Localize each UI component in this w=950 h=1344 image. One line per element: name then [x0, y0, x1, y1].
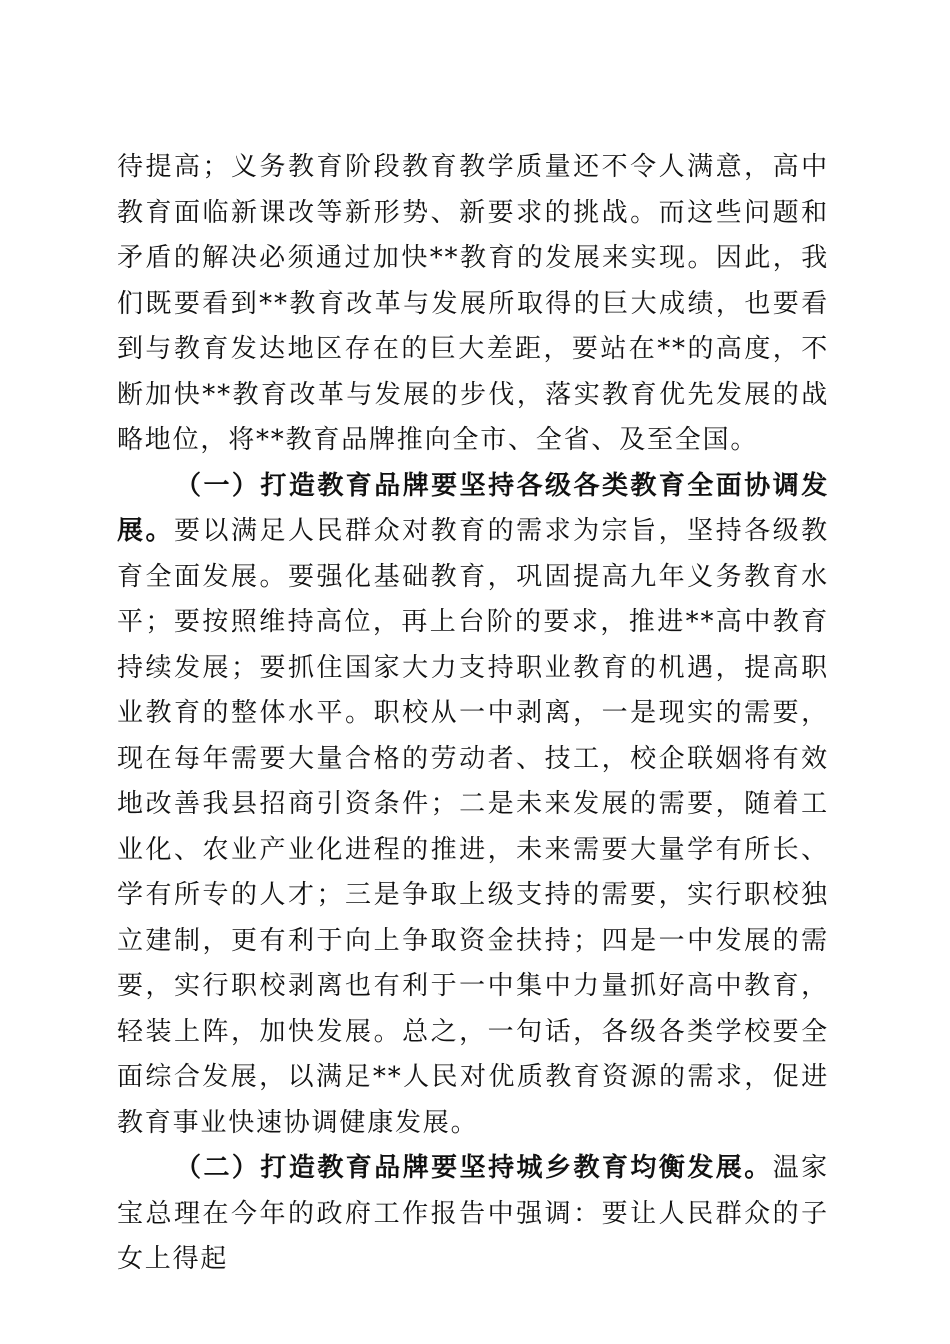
- paragraph-text: 温家宝总理在今年的政府工作报告中强调：要让人民群众的子女上得起: [117, 1153, 829, 1274]
- paragraph-text: 要以满足人民群众对教育的需求为宗旨，坚持各级教育全面发展。要强化基础教育，巩固提高九年义务教育水平；要按照维持高位，再上台阶的要求，推进**高中教育持续发展；要抓住国家大力支持职业教育的机遇，提高职业教育的整体水平。职校从一中剥离，一是现实的需要，现在每年需要大量合格的劳动者、技工，校企联姻将有效地改善我县招商引资条件；二是未来发展的需要，随着工业化、农业产业化进程的推进，未来需要大量学有所长、学有所专的人才；三是争取上级支持的需要，实行职校独立建制，更有利于向上争取资金扶持；四是一中发展的需要，实行职校剥离也有利于一中集中力量抓好高中教育，轻装上阵，加快发展。总之，一句话，各级各类学校要全面综合发展，以满足**人民对优质教育资源的需求，促进教育事业快速协调健康发展。: [117, 516, 829, 1138]
- document-body: [117, 145, 829, 1283]
- section-one-paragraph: [117, 464, 829, 1147]
- section-two-heading: （二）打造教育品牌要坚持城乡教育均衡发展。: [175, 1153, 773, 1183]
- paragraph-text: 待提高；义务教育阶段教育教学质量还不令人满意，高中教育面临新课改等新形势、新要求的挑战。而这些问题和矛盾的解决必须通过加快**教育的发展来实现。因此，我们既要看到**教育改革与发展所取得的巨大成绩，也要看到与教育发达地区存在的巨大差距，要站在**的高度，不断加快**教育改革与发展的步伐，落实教育优先发展的战略地位，将**教育品牌推向全市、全省、及至全国。: [117, 152, 829, 455]
- section-two-paragraph: [117, 1146, 829, 1283]
- section-one-heading: （一）打造教育品牌要坚持各级各类教育全面协调发展。: [117, 470, 829, 546]
- continued-paragraph: [117, 145, 829, 464]
